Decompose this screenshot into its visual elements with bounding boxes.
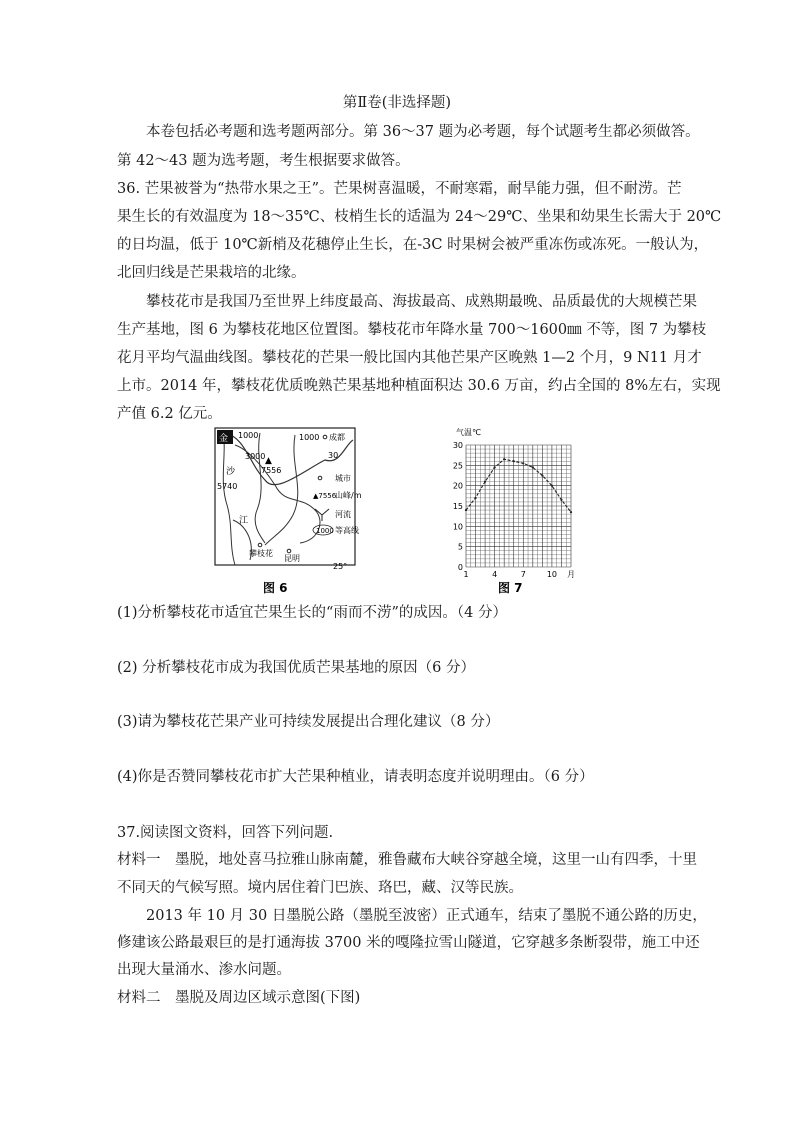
q36-question-4: (4)你是否赞同攀枝花市扩大芒果种植业，请表明态度并说明理由。（6 分）: [117, 769, 594, 785]
city-chengdu-dot: [323, 435, 327, 439]
y-tick-label: 20: [452, 481, 463, 491]
map-label-kunming: 昆明: [284, 554, 300, 563]
q37-material-1-line-2: 不同天的气候写照。境内居住着门巴族、珞巴，藏、汉等民族。: [117, 880, 523, 896]
data-point: [551, 485, 553, 487]
legend-contour-symbol: 1000: [316, 527, 334, 535]
q36-p2-line-3: 花月平均气温曲线图。攀枝花的芒果一般比国内其他芒果产区晚熟 1—2 个月，9 N11 月才: [117, 350, 702, 366]
map-label-1000-top: 1000: [238, 431, 259, 440]
chart-grid: [466, 445, 571, 567]
q36-question-2: (2) 分析攀枝花市成为我国优质芒果基地的原因（6 分）: [117, 660, 475, 676]
map-label-chengdu: 成都: [329, 433, 345, 442]
map-label-jiang: 江: [239, 516, 249, 526]
map-label-5740: 5740: [217, 482, 238, 491]
data-point: [494, 466, 496, 468]
q37-paragraph-line-3: 出现大量涌水、渗水问题。: [117, 962, 291, 978]
intro-line-2: 第 42～43 题为选考题，考生根据要求做答。: [117, 153, 410, 169]
peak-icon: ▲: [265, 456, 272, 466]
data-point: [474, 497, 476, 499]
legend-contour-label: 等高线: [335, 526, 359, 535]
y-tick-label: 5: [457, 542, 463, 552]
data-point: [484, 481, 486, 483]
q37-material-1-line-1: 材料一 墨脱，地处喜马拉雅山脉南麓，雅鲁藏布大峡谷穿越全境，这里一山有四季，十里: [117, 852, 697, 868]
q36-p1-line-4: 北回归线是芒果栽培的北缘。: [117, 265, 306, 281]
q36-p2-line-2: 生产基地，图 6 为攀枝花地区位置图。攀枝花市年降水量 700～1600㎜ 不等，图 7 为攀枝: [117, 322, 707, 338]
y-tick-label: 15: [452, 502, 463, 511]
city-panzhihua-dot: [258, 543, 262, 547]
q37-heading: 37.阅读图文资料，回答下列问题.: [117, 825, 334, 841]
city-kunming-dot: [287, 549, 291, 553]
q36-p1-line-2: 果生长的有效温度为 18～35℃、枝梢生长的适温为 24～29℃、坐果和幼果生长需大于 20℃: [117, 209, 722, 225]
legend-city-icon: [318, 476, 322, 480]
map-label-25: 25°: [333, 562, 348, 571]
figure-7-chart: [436, 425, 581, 600]
q36-p1-line-3: 的日均温，低于 10℃新梢及花穗停止生长，在-3C 时果树会被严重冻伤或冻死。一般认为，: [117, 237, 709, 253]
legend-city-label: 城市: [335, 474, 351, 483]
figure-6-map: [205, 425, 365, 600]
legend-river-label: 河流: [335, 510, 351, 519]
river-dadu: [265, 435, 298, 545]
map-label-panzhihua: 攀枝花: [249, 549, 273, 558]
river-jinsha: [223, 430, 235, 565]
figure-7-caption: 图 7: [498, 581, 523, 595]
chart-y-ticks: [453, 441, 463, 572]
data-point: [570, 511, 572, 513]
data-point: [532, 466, 534, 468]
intro-line-1: 本卷包括必考题和选考题两部分。第 36～37 题为必考题，每个试题考生都必须做答。: [146, 124, 700, 140]
data-point: [541, 474, 543, 476]
legend-river-icon: [315, 509, 329, 521]
x-tick-label: 1: [463, 570, 469, 579]
figure-6-caption: 图 6: [263, 581, 288, 595]
map-label-1000-right: 1000: [299, 433, 320, 442]
x-tick-label: 7: [520, 570, 526, 579]
q36-p2-line-1: 攀枝花市是我国乃至世界上纬度最高、海拔最高、成熟期最晚、品质最优的大规模芒果: [146, 294, 697, 310]
x-tick-label: 10: [546, 570, 558, 579]
section-heading: 第Ⅱ卷(非选择题): [342, 95, 452, 111]
data-point: [465, 509, 467, 511]
map-label-30: 30: [328, 451, 339, 460]
data-point: [503, 458, 505, 460]
chart-x-ticks: [463, 570, 575, 579]
map-label-3000: 3000: [245, 452, 266, 461]
river-yalong: [255, 433, 265, 543]
x-tick-label: 月: [567, 570, 575, 579]
data-point: [560, 499, 562, 501]
map-label-jin: 金: [219, 434, 229, 444]
y-tick-label: 25: [452, 461, 463, 471]
map-label-sha: 沙: [226, 467, 236, 477]
q36-question-3: (3)请为攀枝花芒果产业可持续发展提出合理化建议（8 分）: [117, 714, 500, 730]
data-point: [522, 462, 524, 464]
q36-p2-line-4: 上市。2014 年，攀枝花优质晚熟芒果基地种植面积达 30.6 万亩，约占全国的 8%左右，实现: [117, 378, 721, 394]
chart-ylabel: 气温℃: [456, 428, 481, 437]
q37-paragraph-line-1: 2013 年 10 月 30 日墨脱公路（墨脱至波密）正式通车，结束了墨脱不通公路的历史，: [146, 908, 707, 924]
q36-p2-line-5: 产值 6.2 亿元。: [117, 406, 222, 422]
q36-question-1: (1)分析攀枝花市适宜芒果生长的“雨而不涝”的成因。（4 分）: [117, 605, 507, 621]
legend-peak-label: 山峰/m: [335, 491, 362, 500]
x-tick-label: 4: [492, 570, 498, 579]
q37-paragraph-line-2: 修建该公路最艰巨的是打通海拔 3700 米的嘎隆拉雪山隧道，它穿越多条断裂带，施工中还: [117, 935, 700, 951]
q37-material-2: 材料二 墨脱及周边区域示意图(下图): [117, 990, 361, 1006]
y-tick-label: 0: [457, 563, 463, 572]
y-tick-label: 30: [452, 441, 463, 450]
data-point: [513, 460, 515, 462]
y-tick-label: 10: [452, 522, 463, 532]
map-label-7556: 7556: [261, 466, 282, 475]
q36-p1-line-1: 36. 芒果被誉为“热带水果之王”。芒果树喜温暖，不耐寒霜，耐旱能力强，但不耐涝。芒: [117, 181, 682, 197]
legend-peak-symbol: ▲7556: [313, 492, 337, 500]
